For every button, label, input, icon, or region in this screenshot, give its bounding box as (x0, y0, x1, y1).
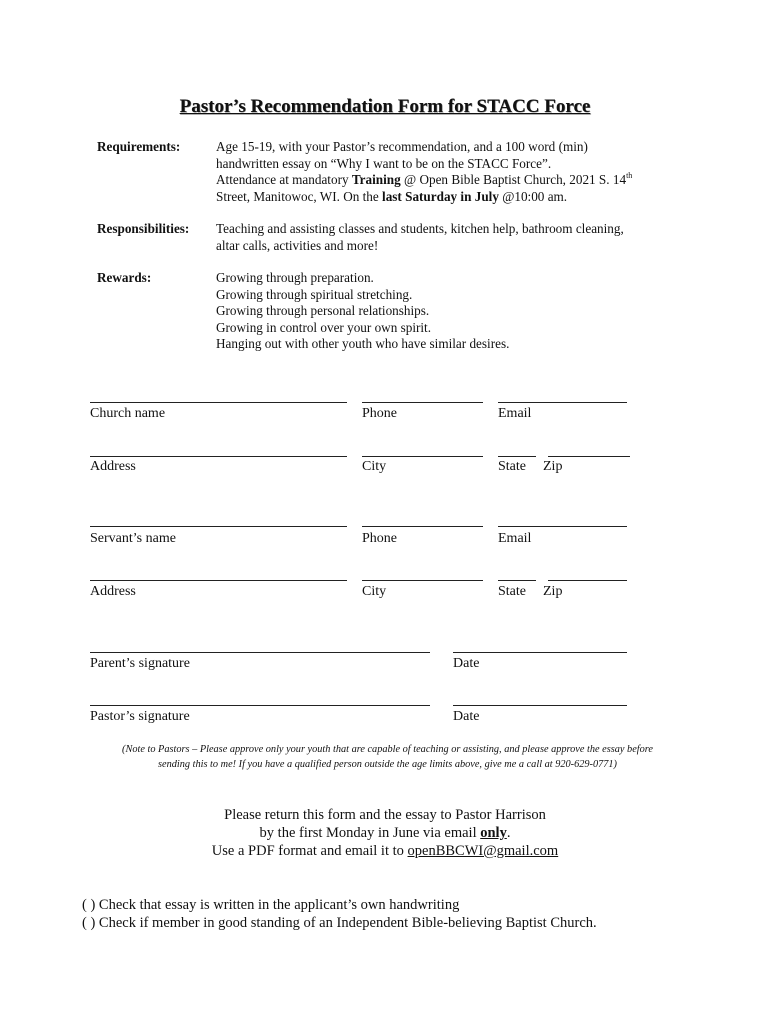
servant-email-label: Email (498, 531, 532, 546)
check-item-membership[interactable]: ( ) Check if member in good standing of an Independent Bible-believing Baptist Church. (82, 915, 597, 931)
servant-city-label: City (362, 584, 387, 599)
rewards-item: Growing in control over your own spirit. (216, 319, 431, 335)
rewards-item: Growing through personal relationships. (216, 303, 430, 318)
church-name-line[interactable] (90, 402, 347, 403)
responsibilities-line-1: Teaching and assisting classes and students, kitchen help, bathroom cleaning, (216, 221, 624, 236)
parent-date-line[interactable] (453, 652, 627, 653)
church-state-label: State (498, 459, 526, 474)
church-email-label: Email (498, 406, 532, 421)
pastor-note-line-2: sending this to me! If you have a qualified person outside the age limits above, give me a call at 920-629-0771) (158, 759, 617, 770)
check-item-handwriting[interactable]: ( ) Check that essay is written in the applicant’s own handwriting (82, 897, 460, 913)
church-name-label: Church name (90, 406, 166, 421)
pastor-note-line-1: (Note to Pastors – Please approve only your youth that are capable of teaching or assisting, and please approve the essay before (122, 744, 653, 755)
return-line-3: Use a PDF format and email it to openBBCWI@gmail.com (211, 843, 559, 859)
return-line-1: Please return this form and the essay to Pastor Harrison (224, 807, 546, 823)
requirements-line-3: Attendance at mandatory Training @ Open Bible Baptist Church, 2021 S. 14th (216, 170, 633, 187)
return-instructions (0, 806, 770, 860)
church-phone-label: Phone (362, 406, 397, 421)
servant-state-label: State (498, 584, 526, 599)
church-zip-line[interactable] (548, 456, 630, 457)
return-line-2: by the first Monday in June via email only. (259, 825, 511, 841)
servant-state-line[interactable] (498, 580, 536, 581)
servant-email-line[interactable] (498, 526, 627, 527)
pastor-signature-label: Pastor’s signature (90, 709, 190, 724)
servant-city-line[interactable] (362, 580, 483, 581)
church-phone-line[interactable] (362, 402, 483, 403)
rewards-item: Hanging out with other youth who have similar desires. (216, 336, 510, 351)
rewards-label: Rewards: (97, 270, 152, 285)
requirements-line-4: Street, Manitowoc, WI. On the last Saturday in July @10:00 am. (216, 188, 568, 204)
parent-signature-label: Parent’s signature (90, 656, 190, 671)
church-city-line[interactable] (362, 456, 483, 457)
checklist (82, 896, 597, 932)
rewards-item: Growing through preparation. (216, 270, 374, 285)
servant-phone-line[interactable] (362, 526, 483, 527)
servant-phone-label: Phone (362, 531, 397, 546)
church-city-label: City (362, 459, 387, 474)
requirements-label: Requirements: (97, 139, 181, 154)
rewards-list (216, 270, 696, 353)
servant-name-line[interactable] (90, 526, 347, 527)
servant-name-label: Servant’s name (90, 531, 176, 546)
church-zip-label: Zip (543, 459, 563, 474)
pastor-signature-line[interactable] (90, 705, 430, 706)
requirements-text (216, 139, 696, 205)
requirements-line-2: handwritten essay on “Why I want to be on the STACC Force”. (216, 155, 552, 171)
pastor-note (80, 742, 695, 772)
requirements-line-1: Age 15-19, with your Pastor’s recommendation, and a 100 word (min) (216, 139, 588, 154)
church-address-line[interactable] (90, 456, 347, 457)
date-emphasis: last Saturday in July (382, 188, 499, 204)
servant-address-label: Address (90, 584, 136, 599)
email-link[interactable]: openBBCWI@gmail.com (407, 843, 559, 859)
parent-date-label: Date (453, 656, 480, 671)
rewards-item: Growing through spiritual stretching. (216, 286, 413, 302)
responsibilities-label: Responsibilities: (97, 221, 190, 236)
only-emphasis: only (480, 825, 507, 841)
pastor-date-line[interactable] (453, 705, 627, 706)
church-address-label: Address (90, 459, 136, 474)
servant-zip-label: Zip (543, 584, 563, 599)
responsibilities-text (216, 221, 696, 254)
page-title: Pastor’s Recommendation Form for STACC Force (179, 96, 591, 117)
training-emphasis: Training (351, 172, 401, 187)
parent-signature-line[interactable] (90, 652, 430, 653)
church-email-line[interactable] (498, 402, 627, 403)
servant-zip-line[interactable] (548, 580, 627, 581)
pastor-date-label: Date (453, 709, 480, 724)
church-state-line[interactable] (498, 456, 536, 457)
responsibilities-line-2: altar calls, activities and more! (216, 237, 379, 253)
servant-address-line[interactable] (90, 580, 347, 581)
